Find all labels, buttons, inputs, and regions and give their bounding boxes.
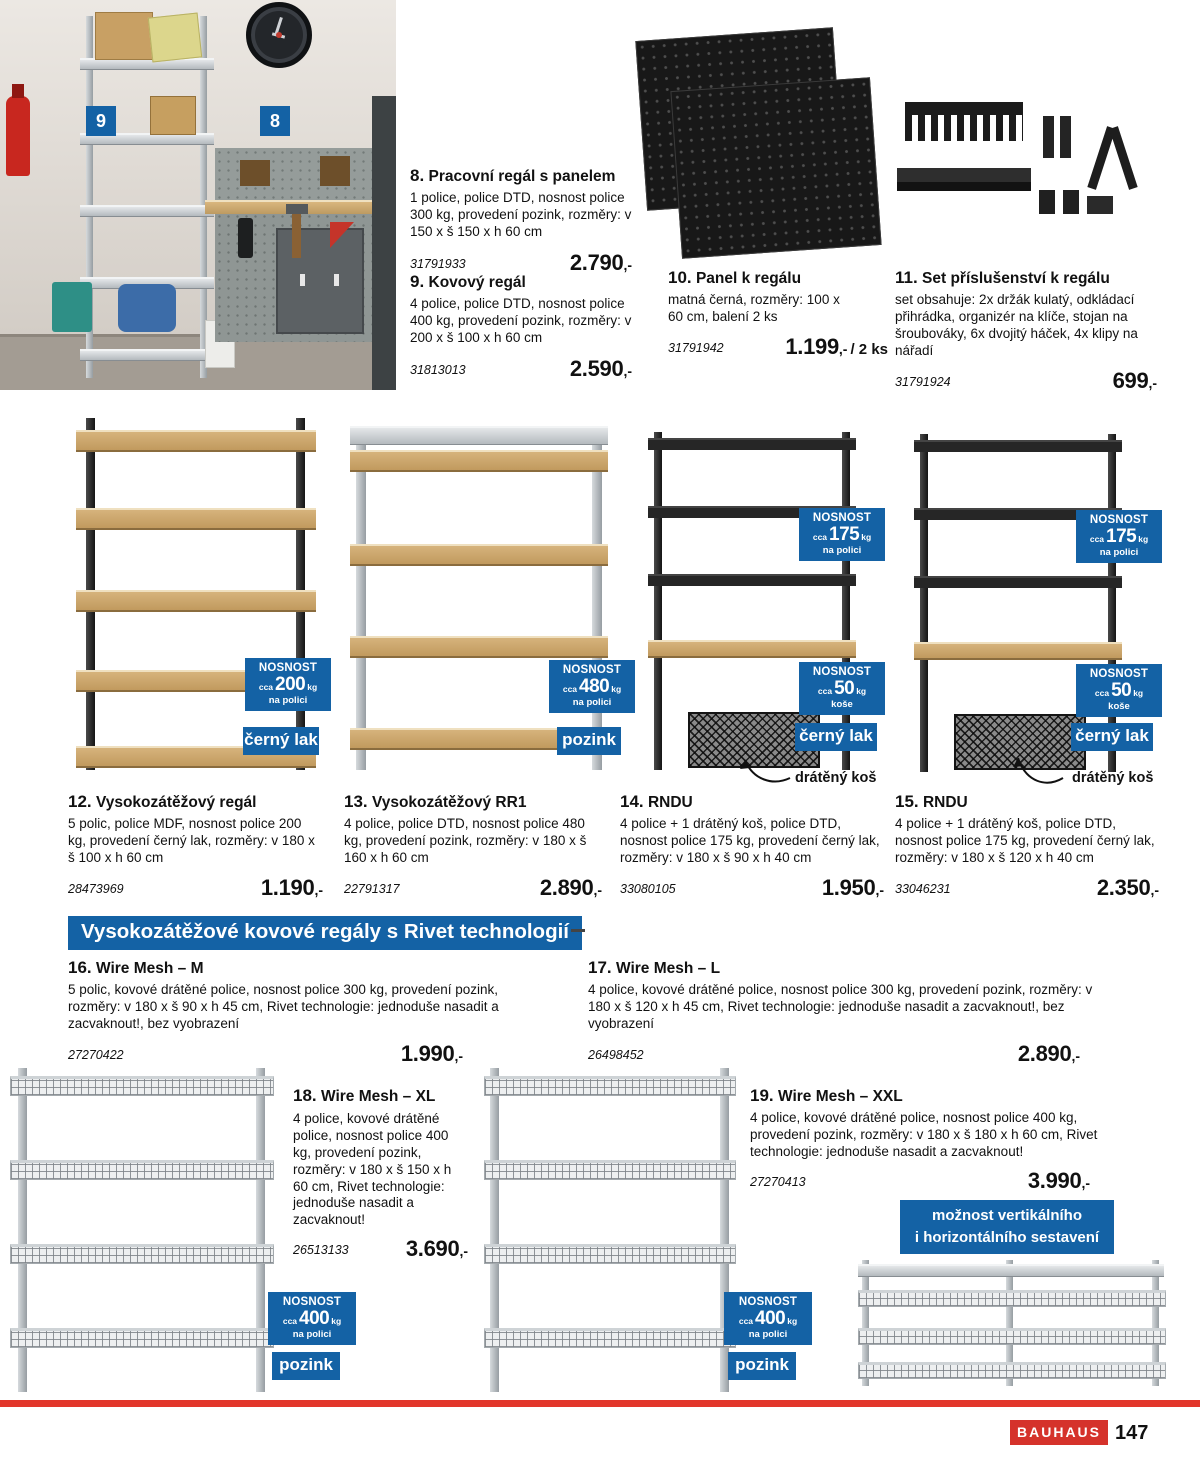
shelf-post (654, 432, 662, 770)
nosnost-unit: kg (856, 685, 867, 696)
shelf-post (920, 434, 928, 772)
nosnost-value-line (1080, 681, 1158, 702)
price-value: 2.790 (569, 249, 624, 275)
nosnost-label: NOSNOST (738, 1296, 798, 1308)
wire-mesh-image (482, 1062, 738, 1396)
product-11-info (895, 268, 1157, 392)
product-11-image (893, 92, 1149, 242)
nosnost-sub: na polici (822, 544, 862, 556)
shelf-post (842, 432, 850, 770)
nosnost-cca: cca (562, 683, 578, 694)
wood-holder (320, 156, 350, 186)
product-12-info (68, 792, 323, 899)
combo-note-box (900, 1200, 1114, 1254)
product-15-title (895, 792, 1159, 812)
nosnost-label: NOSNOST (812, 666, 872, 678)
product-14-number: 14. (620, 792, 644, 811)
product-9-name: Kovový regál (428, 274, 526, 291)
mesh-shelf (484, 1244, 736, 1264)
shelf-top-beam (350, 426, 608, 445)
mesh-shelf (10, 1244, 274, 1264)
nosnost-unit: kg (861, 531, 872, 542)
product-12-sku: 28473969 (68, 881, 124, 896)
footer-rule (0, 1400, 1200, 1407)
shelf-board (76, 430, 316, 452)
combo-note-line2: i horizontálního sestavení (914, 1228, 1100, 1246)
nosnost-unit: kg (1133, 687, 1144, 698)
fire-extinguisher (6, 96, 30, 176)
nosnost-badge-18b (724, 1292, 812, 1345)
finish-badge-12: černý lak (243, 727, 319, 755)
product-14-name: RNDU (647, 794, 693, 811)
product-16-price (400, 1040, 463, 1066)
product-11-price (1112, 367, 1157, 393)
product-9-price (569, 355, 632, 381)
wood-blocks (150, 96, 196, 135)
accessory-clip (1087, 196, 1113, 214)
photo-badge-8: 8 (260, 106, 290, 136)
product-13-price-row (344, 874, 602, 900)
price-value: 2.350 (1096, 874, 1151, 900)
blue-fan (118, 284, 176, 332)
price-mark: ,- (1071, 1047, 1080, 1064)
shelf-board (350, 544, 608, 566)
product-9-price-row (410, 355, 632, 381)
product-18-price (406, 1238, 468, 1260)
section-banner: Vysokozátěžové kovové regály s Rivet technologií (68, 916, 582, 950)
product-12-description: 5 polic, police MDF, nosnost police 200 kg, provedení černý lak, rozměry: v 180 x š 100 x h 60 cm (68, 816, 315, 865)
nosnost-cca: cca (1094, 687, 1110, 698)
product-8-sku: 31791933 (410, 256, 466, 271)
nosnost-label: NOSNOST (812, 512, 872, 524)
product-10-price (785, 333, 888, 359)
product-18-price-row (293, 1238, 468, 1260)
nosnost-unit: kg (331, 1315, 342, 1326)
product-9-number: 9. (410, 272, 425, 291)
nosnost-unit: kg (307, 681, 318, 692)
dark-panel (372, 96, 396, 390)
price-mark: ,- (1081, 1174, 1090, 1191)
product-12-name: Vysokozátěžový regál (95, 794, 257, 811)
nosnost-sub: koše (1108, 700, 1130, 712)
product-11-sku: 31791924 (895, 374, 951, 389)
product-12-number: 12. (68, 792, 92, 811)
accessory-clip (1063, 190, 1079, 214)
product-9-sku: 31813013 (410, 362, 466, 377)
product-18-description: 4 police, kovové drátěné police, nosnost police 400 kg, provedení pozink, rozměry: v 180 x š 150 x h 60 cm, Rivet technologie: jednoduše nasadit a zacvaknout! (293, 1111, 452, 1228)
shelf-board (648, 438, 856, 450)
shelf-board (76, 590, 316, 612)
nosnost-value-line (249, 675, 327, 696)
product-9-description: 4 police, police DTD, nosnost police 400 kg, provedení pozink, rozměry: v 200 x š 100 x h 60 cm (410, 296, 632, 345)
product-18-sku: 26513133 (293, 1243, 349, 1258)
product-8-info (410, 166, 632, 274)
nosnost-value: 175 (829, 523, 860, 545)
finish-badge-15: černý lak (1071, 723, 1153, 751)
fire-extinguisher-valve (12, 84, 24, 98)
product-10-sku: 31791942 (668, 340, 724, 355)
shelf-board (80, 205, 214, 217)
product-19-info (750, 1086, 1122, 1192)
mesh-shelf (484, 1076, 736, 1096)
nosnost-value-line (803, 525, 881, 546)
product-10-name: Panel k regálu (695, 270, 802, 287)
product-16-description: 5 polic, kovové drátěné police, nosnost police 300 kg, provedení pozink, rozměry: v 180 x š 90 x h 45 cm, Rivet technologie: jednoduše nasadit a zacvaknout!, bez vyobrazení (68, 982, 499, 1031)
wire-basket-label-15: drátěný koš (1072, 770, 1154, 786)
nosnost-badge-13 (549, 660, 635, 713)
price-mark: ,- (314, 881, 323, 898)
nosnost-badge-18 (268, 1292, 356, 1345)
shelf-board (648, 574, 856, 586)
nosnost-badge-14-top (799, 508, 885, 561)
garage-photo (0, 0, 396, 390)
accessory-rack-teeth (905, 115, 1023, 141)
clock (246, 2, 312, 68)
price-value: 3.990 (1027, 1167, 1082, 1193)
product-14-price-row (620, 874, 884, 900)
nosnost-value: 50 (834, 677, 855, 699)
product-19-sku: 27270413 (750, 1174, 806, 1189)
product-10-description: matná černá, rozměry: 100 x 60 cm, balení 2 ks (668, 292, 840, 324)
product-10-title (668, 268, 888, 288)
wire-basket-label-14: drátěný koš (795, 770, 877, 786)
product-18-title (293, 1086, 468, 1106)
shelf-board (914, 642, 1122, 660)
product-8-name: Pracovní regál s panelem (428, 168, 616, 185)
product-11-price-row (895, 367, 1157, 393)
product-16-info (68, 958, 538, 1065)
product-10-price-row (668, 333, 888, 359)
product-15-sku: 33046231 (895, 881, 951, 896)
product-12-price-row (68, 874, 323, 900)
nosnost-value-line (272, 1309, 352, 1330)
nosnost-sub: na polici (268, 694, 308, 706)
price-mark: ,- (623, 362, 632, 379)
bauhaus-logo: BAUHAUS (1010, 1420, 1108, 1445)
shelf-board (76, 508, 316, 530)
product-10-number: 10. (668, 268, 692, 287)
finish-badge-13: pozink (557, 727, 621, 755)
shelf-post (592, 426, 602, 770)
product-8-description: 1 police, police DTD, nosnost police 300 kg, provedení pozink, rozměry: v 150 x š 150 x h 60 cm (410, 190, 632, 239)
product-19-description: 4 police, kovové drátěné police, nosnost police 400 kg, provedení pozink, rozměry: v 180 x š 180 x h 60 cm, Rivet technologie: jednoduše nasadit a zacvaknout! (750, 1110, 1098, 1159)
shelf-board (80, 349, 214, 361)
accessory-tray-lip (897, 182, 1031, 191)
product-10-image-panel (670, 77, 881, 259)
accessory-tray (897, 168, 1031, 182)
finish-badge-14: černý lak (795, 723, 877, 751)
product-19-price-row (750, 1167, 1090, 1193)
product-11-name: Set příslušenství k regálu (922, 270, 1110, 287)
product-17-number: 17. (588, 958, 612, 977)
product-10-info (668, 268, 888, 358)
nosnost-sub: na polici (1099, 546, 1139, 558)
product-11-title (895, 268, 1157, 288)
product-14-info (620, 792, 884, 899)
product-19-title (750, 1086, 1122, 1106)
mesh-shelf (10, 1160, 274, 1180)
price-value: 2.590 (569, 355, 624, 381)
product-13-sku: 22791317 (344, 881, 400, 896)
nosnost-label: NOSNOST (258, 662, 318, 674)
price-mark: ,- (875, 881, 884, 898)
product-19-name: Wire Mesh – XXL (777, 1088, 903, 1105)
product-17-price (1017, 1040, 1080, 1066)
nosnost-label: NOSNOST (1089, 514, 1149, 526)
product-19-price (1027, 1167, 1090, 1193)
product-13-info (344, 792, 602, 899)
product-17-name: Wire Mesh – L (615, 960, 721, 977)
red-flag (330, 222, 354, 248)
product-15-price (1096, 874, 1159, 900)
product-9-info (410, 272, 632, 380)
mesh-shelf (484, 1328, 736, 1348)
hammer (292, 212, 301, 258)
nosnost-cca: cca (812, 531, 828, 542)
cabinet-handle (300, 274, 305, 286)
product-18-info (293, 1086, 468, 1260)
nosnost-unit: kg (787, 1315, 798, 1326)
product-14-title (620, 792, 884, 812)
product-15-number: 15. (895, 792, 919, 811)
mesh-shelf (10, 1076, 274, 1096)
product-17-info (588, 958, 1110, 1065)
product-15-description: 4 police + 1 drátěný koš, police DTD, nosnost police 175 kg, provedení černý lak, rozměry: v 180 x š 120 x h 40 cm (895, 816, 1155, 865)
product-12-price (260, 874, 323, 900)
accessory-rack-bar (905, 102, 1023, 115)
shelf-board (914, 440, 1122, 452)
arrow-to-basket (735, 748, 793, 786)
price-value: 3.690 (405, 1236, 460, 1262)
price-value: 1.950 (821, 874, 876, 900)
price-value: 699 (1112, 367, 1149, 393)
nosnost-cca: cca (282, 1315, 298, 1326)
mesh-shelf (858, 1328, 1166, 1345)
product-8-title (410, 166, 632, 186)
product-13-number: 13. (344, 792, 368, 811)
product-13-price (539, 874, 602, 900)
nosnost-value-line (553, 677, 631, 698)
nosnost-value-line (803, 679, 881, 700)
nosnost-value: 480 (579, 675, 610, 697)
nosnost-value: 175 (1106, 525, 1137, 547)
product-8-price-row (410, 249, 632, 275)
price-mark: ,- (593, 881, 602, 898)
product-11-description: set obsahuje: 2x držák kulatý, odkládací přihrádka, organizér na klíče, stojan na šroubováky, 6x dvojitý háček, 4x klipy na nářadí (895, 292, 1138, 358)
product-13-image (348, 420, 610, 772)
product-19-number: 19. (750, 1086, 774, 1105)
nosnost-badge-12 (245, 658, 331, 711)
nosnost-value: 200 (275, 673, 306, 695)
nosnost-label: NOSNOST (562, 664, 622, 676)
shelf-board (648, 640, 856, 658)
nosnost-cca: cca (258, 681, 274, 692)
product-14-price (821, 874, 884, 900)
nosnost-badge-15-basket (1076, 664, 1162, 717)
product-12-image (72, 412, 322, 774)
shelf-board (350, 450, 608, 472)
nosnost-label: NOSNOST (282, 1296, 342, 1308)
nosnost-sub: na polici (572, 696, 612, 708)
product-18-image (8, 1062, 280, 1396)
nosnost-value-line (728, 1309, 808, 1330)
nosnost-value: 400 (755, 1307, 786, 1329)
teal-bucket (52, 282, 92, 332)
nosnost-value: 50 (1111, 679, 1132, 701)
product-9-title (410, 272, 632, 292)
shelf-board (350, 636, 608, 658)
cardboard-box (95, 12, 153, 60)
price-unit: / 2 ks (850, 340, 888, 358)
photo-badge-9: 9 (86, 106, 116, 136)
combo-note-line1: možnost vertikálního (931, 1207, 1083, 1224)
product-8-number: 8. (410, 166, 425, 185)
nosnost-sub: na polici (748, 1328, 788, 1340)
product-17-description: 4 police, kovové drátěné police, nosnost police 300 kg, provedení pozink, rozměry: v 180 x š 120 x h 45 cm, Rivet technologie: jednoduše nasadit a zacvaknout!, bez vyobrazení (588, 982, 1093, 1031)
price-value: 2.890 (1017, 1040, 1072, 1066)
price-mark: ,- (1150, 881, 1159, 898)
price-value: 1.190 (260, 874, 315, 900)
price-mark: ,- (1148, 374, 1157, 391)
price-mark: ,- (623, 256, 632, 273)
price-mark: ,- (454, 1047, 463, 1064)
yellow-package (148, 13, 202, 63)
accessory-hook (1043, 116, 1054, 158)
mesh-shelf (484, 1160, 736, 1180)
nosnost-sub: na polici (292, 1328, 332, 1340)
product-17-sku: 26498452 (588, 1047, 644, 1062)
hammer-head (286, 204, 308, 214)
photo-floor (0, 334, 396, 390)
arrow-to-basket (1006, 748, 1066, 786)
cabinet-handle (334, 274, 339, 286)
clock-center (276, 32, 282, 38)
shelf-post (1108, 434, 1116, 772)
nosnost-badge-15-top (1076, 510, 1162, 563)
product-16-sku: 27270422 (68, 1047, 124, 1062)
product-17-title (588, 958, 1110, 978)
product-15-info (895, 792, 1159, 899)
nosnost-value: 400 (299, 1307, 330, 1329)
product-13-title (344, 792, 602, 812)
nosnost-sub: koše (831, 698, 853, 710)
accessory-hook (1060, 116, 1071, 158)
finish-badge-18: pozink (272, 1352, 340, 1380)
nosnost-badge-14-basket (799, 662, 885, 715)
price-value: 2.890 (539, 874, 594, 900)
product-15-name: RNDU (922, 794, 968, 811)
nosnost-cca: cca (738, 1315, 754, 1326)
price-mark: ,- (459, 1243, 468, 1260)
product-16-number: 16. (68, 958, 92, 977)
page-number: 147 (1115, 1422, 1149, 1444)
price-mark: ,- (838, 340, 848, 357)
nosnost-unit: kg (611, 683, 622, 694)
price-value: 1.990 (400, 1040, 455, 1066)
shelf-top-beam (858, 1264, 1164, 1277)
horizontal-assembly-image (858, 1256, 1164, 1390)
product-14-description: 4 police + 1 drátěný koš, police DTD, nosnost police 175 kg, provedení černý lak, rozměry: v 180 x š 90 x h 40 cm (620, 816, 880, 865)
product-14-sku: 33080105 (620, 881, 676, 896)
product-18-number: 18. (293, 1086, 317, 1105)
product-18-name: Wire Mesh – XL (320, 1088, 436, 1105)
accessory-clip (1039, 190, 1055, 214)
nosnost-label: NOSNOST (1089, 668, 1149, 680)
wood-holder (240, 160, 270, 186)
product-16-title (68, 958, 538, 978)
product-13-name: Vysokozátěžový RR1 (371, 794, 527, 811)
shelf-board (914, 576, 1122, 588)
product-12-title (68, 792, 323, 812)
price-value: 1.199 (785, 333, 839, 359)
finish-badge-18b: pozink (728, 1352, 796, 1380)
nosnost-cca: cca (1089, 533, 1105, 544)
product-16-name: Wire Mesh – M (95, 960, 204, 977)
mesh-shelf (858, 1290, 1166, 1307)
mesh-shelf (10, 1328, 274, 1348)
product-8-price (569, 249, 632, 275)
product-13-description: 4 police, police DTD, nosnost police 480 kg, provedení pozink, rozměry: v 180 x š 160 x h 60 cm (344, 816, 587, 865)
nosnost-unit: kg (1138, 533, 1149, 544)
product-15-price-row (895, 874, 1159, 900)
nosnost-cca: cca (817, 685, 833, 696)
tool-strap (238, 218, 253, 258)
shelf-post (356, 426, 366, 770)
product-11-number: 11. (895, 268, 918, 287)
mesh-shelf (858, 1362, 1166, 1379)
nosnost-value-line (1080, 527, 1158, 548)
accessory-stand-leg (1109, 126, 1137, 190)
banner-dash (571, 929, 585, 932)
